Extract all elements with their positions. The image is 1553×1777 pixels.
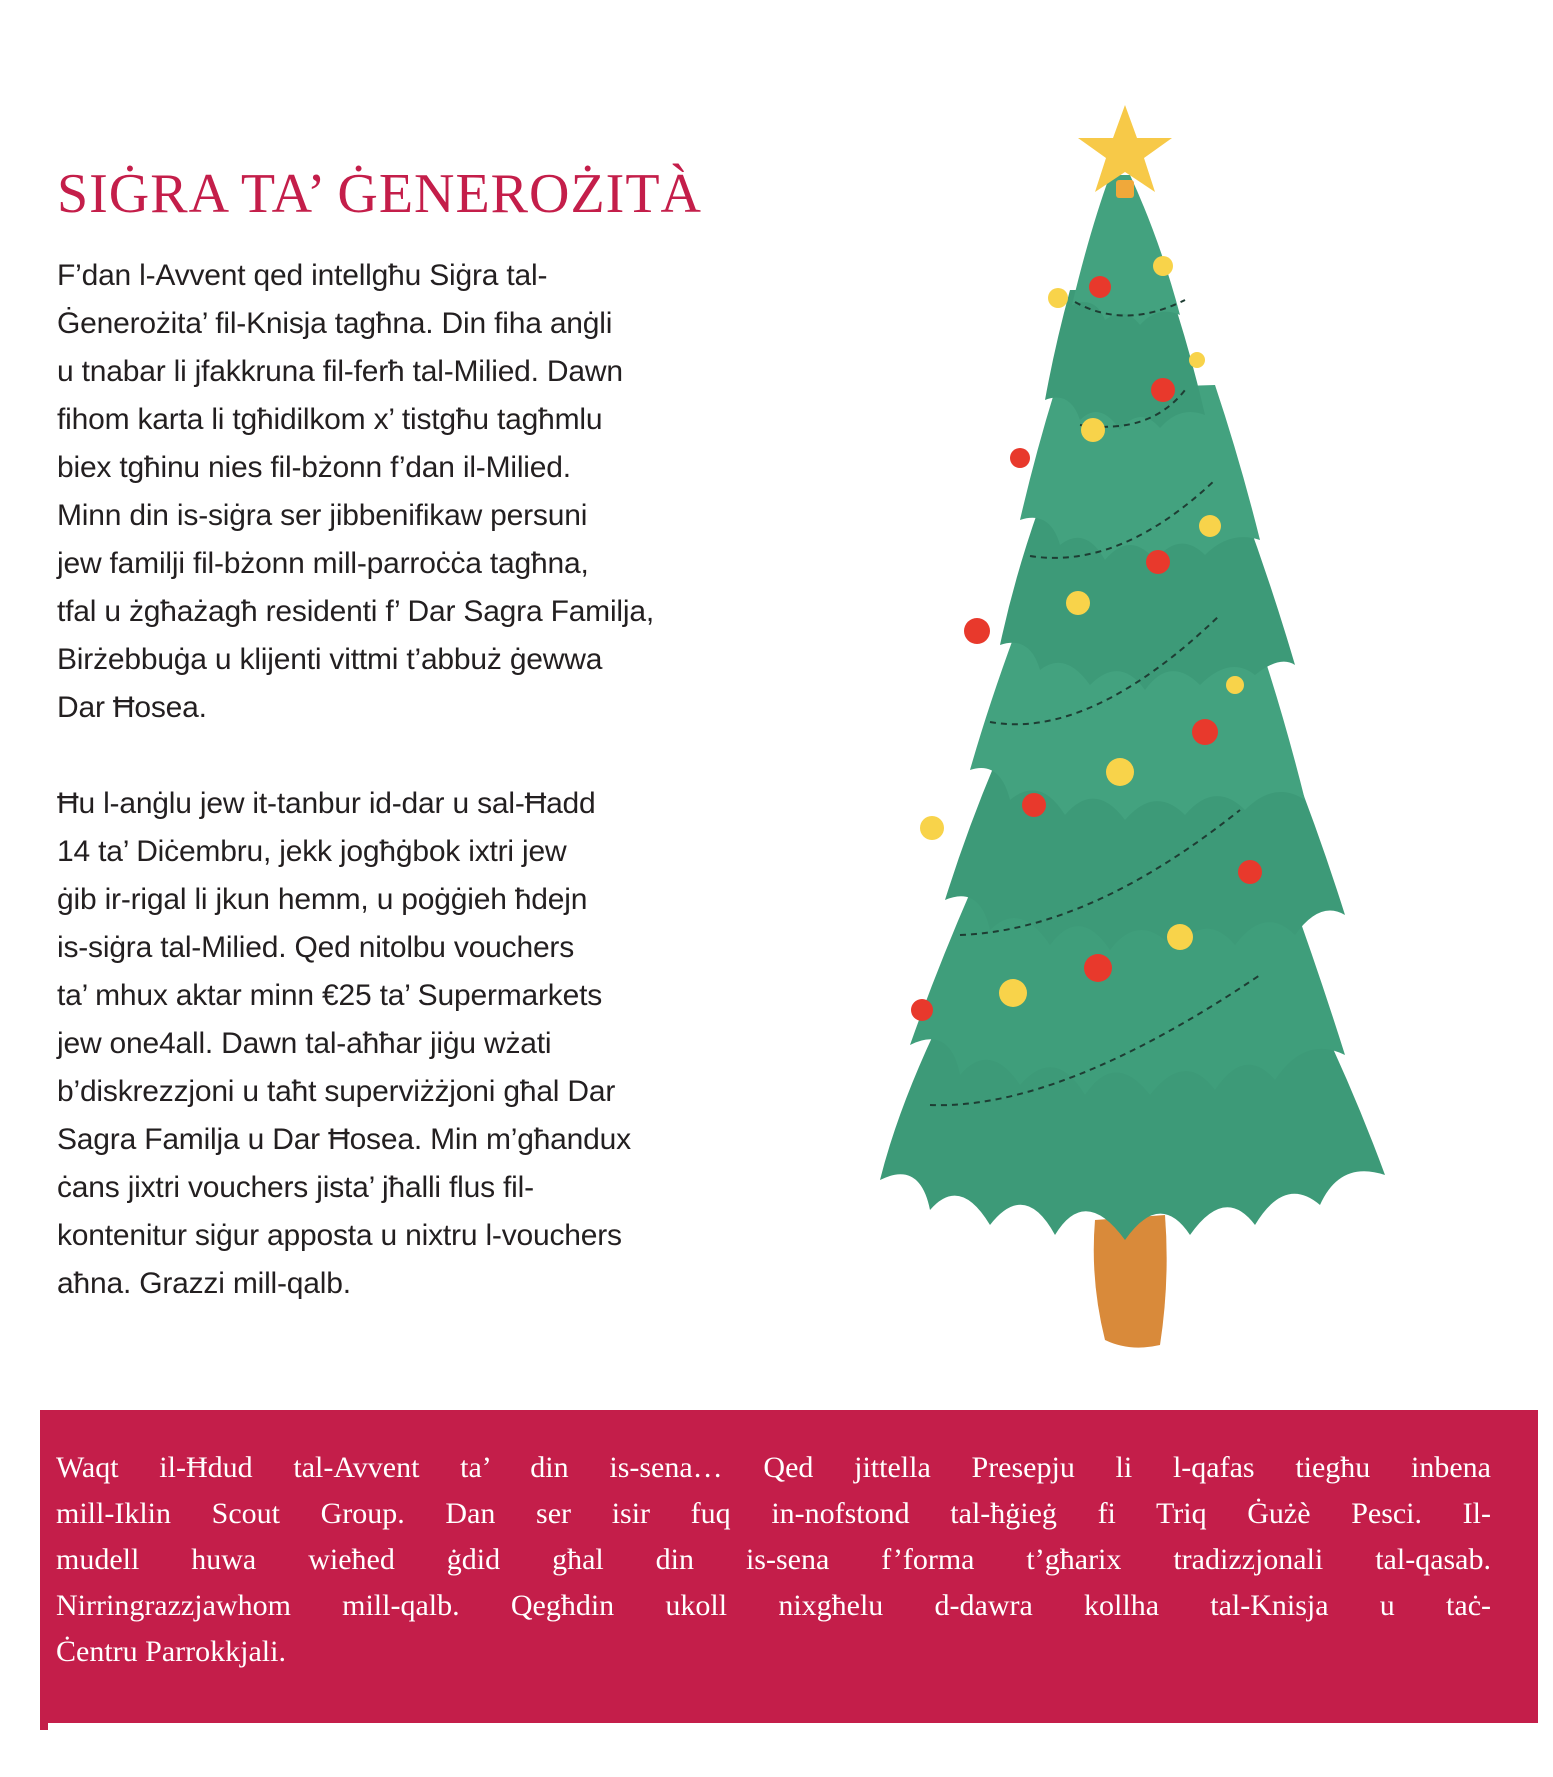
bauble-red	[1151, 378, 1175, 402]
article-title: SIĠRA TA’ ĠENEROŻITÀ	[57, 163, 702, 225]
body-line: Ġenerożita’ fil-Knisja tagħna. Din fiha anġli	[57, 307, 613, 340]
banner-line: Ċentru Parrokkjali.	[56, 1635, 286, 1668]
banner-line: mill-Iklin Scout Group. Dan ser isir fuq in-nofstond tal-ħġieġ fi Triq Ġużè Pesci. Il-	[56, 1497, 1491, 1530]
body-line: kontenitur siġur apposta u nixtru l-vouchers	[57, 1219, 622, 1252]
bauble-yellow	[1226, 676, 1244, 694]
body-line: u tnabar li jfakkruna fil-ferħ tal-Milied. Dawn	[57, 355, 623, 388]
bauble-red	[1089, 276, 1111, 298]
bauble-red	[1010, 448, 1030, 468]
bauble-yellow	[1167, 924, 1193, 950]
banner-line: Waqt il-Ħdud tal-Avvent ta’ din is-sena… Qed jittella Presepju li l-qafas tiegħu inbena	[56, 1451, 1491, 1484]
body-line: F’dan l-Avvent qed intellgħu Siġra tal-	[57, 259, 548, 292]
bauble-red	[964, 618, 990, 644]
body-line: Sagra Familja u Dar Ħosea. Min m’għandux	[57, 1123, 631, 1156]
body-line: fihom karta li tgħidilkom x’ tistgħu tagħmlu	[57, 403, 603, 436]
body-line: Birżebbuġa u klijenti vittmi t’abbuż ġewwa	[57, 643, 603, 676]
bauble-red	[1022, 793, 1046, 817]
body-line: ċans jixtri vouchers jista’ jħalli flus fil-	[57, 1171, 534, 1204]
body-line: Ħu l-anġlu jew it-tanbur id-dar u sal-Ħadd	[57, 787, 596, 820]
tree-trunk	[1094, 1215, 1167, 1348]
body-line: jew familji fil-bżonn mill-parroċċa tagħna,	[57, 547, 589, 580]
body-line: ta’ mhux aktar minn €25 ta’ Supermarkets	[57, 979, 603, 1012]
bauble-red	[1192, 719, 1218, 745]
bauble-yellow	[1081, 418, 1105, 442]
body-line: biex tgħinu nies fil-bżonn f’dan il-Milied.	[57, 451, 571, 484]
body-line: 14 ta’ Diċembru, jekk jogħġbok ixtri jew	[57, 835, 567, 868]
bauble-red	[1084, 954, 1112, 982]
bauble-yellow	[1189, 352, 1205, 368]
christmas-tree-icon	[840, 100, 1420, 1370]
body-line: ġib ir-rigal li jkun hemm, u poġġieh ħdejn	[57, 883, 588, 916]
bauble-yellow	[1048, 288, 1068, 308]
body-line: Minn din is-siġra ser jibbenifikaw persuni	[57, 499, 588, 532]
bauble-yellow	[1106, 758, 1134, 786]
bauble-yellow	[999, 979, 1027, 1007]
article-body	[57, 252, 757, 1308]
bauble-red	[1238, 860, 1262, 884]
body-line: b’diskrezzjoni u taħt superviżżjoni għal Dar	[57, 1075, 616, 1108]
bauble-yellow	[1153, 256, 1173, 276]
bauble-red	[1146, 550, 1170, 574]
bauble-yellow	[1066, 591, 1090, 615]
body-line: jew one4all. Dawn tal-aħħar jiġu wżati	[57, 1027, 552, 1060]
body-line: aħna. Grazzi mill-qalb.	[57, 1267, 351, 1300]
banner-line: mudell huwa wieħed ġdid għal din is-sena f’forma t’għarix tradizzjonali tal-qasab.	[56, 1543, 1491, 1576]
bauble-yellow	[920, 816, 944, 840]
paragraph-gap	[57, 732, 757, 780]
body-line: tfal u żgħażagħ residenti f’ Dar Sagra Familja,	[57, 595, 654, 628]
banner-text	[56, 1445, 1491, 1675]
bauble-yellow	[1199, 515, 1221, 537]
body-line: is-siġra tal-Milied. Qed nitolbu vouchers	[57, 931, 575, 964]
banner-line: Nirringrazzjawhom mill-qalb. Qegħdin ukoll nixgħelu d-dawra kollha tal-Knisja u taċ-	[56, 1589, 1491, 1622]
star-base	[1116, 180, 1134, 198]
body-line: Dar Ħosea.	[57, 691, 207, 724]
bauble-red	[911, 999, 933, 1021]
